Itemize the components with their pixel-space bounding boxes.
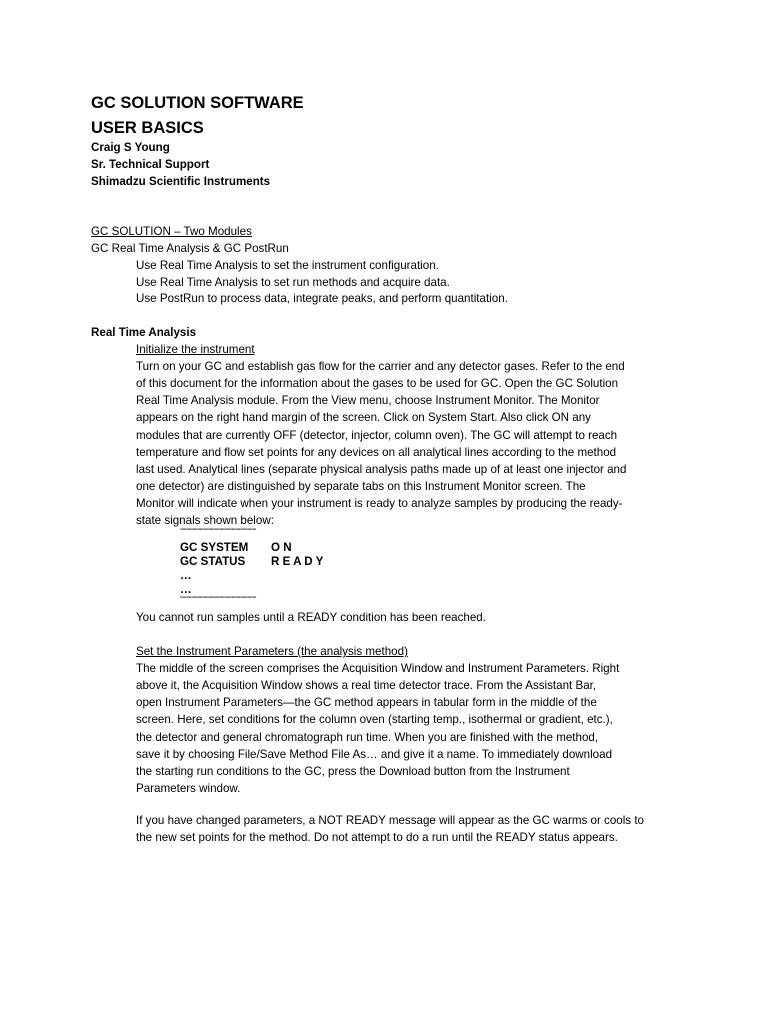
paragraph-line: If you have changed parameters, a NOT READY message will appear as the GC warms or cools to — [136, 814, 644, 827]
paragraph-line: last used. Analytical lines (separate physical analysis paths made up of at least one injector and — [136, 462, 627, 476]
modules-subheading: GC Real Time Analysis & GC PostRun — [91, 242, 289, 255]
modules-item: Use PostRun to process data, integrate peaks, and perform quantitation. — [136, 292, 508, 305]
doc-title-line1: GC SOLUTION SOFTWARE — [91, 94, 304, 112]
paragraph-line: the detector and general chromatograph run time. When you are finished with the method, — [136, 730, 599, 744]
doc-title-line2: USER BASICS — [91, 119, 204, 137]
modules-item: Use Real Time Analysis to set run methods and acquire data. — [136, 276, 450, 289]
status-value-system: O N — [271, 541, 292, 554]
params-paragraph — [136, 660, 681, 797]
rta-heading: Real Time Analysis — [91, 326, 197, 339]
paragraph-line: open Instrument Parameters—the GC method appears in tabular form in the middle of the — [136, 696, 597, 710]
ready-note: You cannot run samples until a READY condition has been reached. — [136, 611, 486, 624]
dash-separator-bottom: '''''''''''''''''''''''''''''''''''''''''''''''''''''''''''''''''''''''''''''''''''''''''' — [180, 597, 257, 603]
author-name: Craig S Young — [91, 141, 170, 154]
paragraph-line: temperature and flow set points for any devices on all analytical lines according to the method — [136, 445, 617, 459]
paragraph-line: the new set points for the method. Do not attempt to do a run until the READY status appears. — [136, 831, 618, 845]
modules-heading: GC SOLUTION – Two Modules — [91, 225, 252, 238]
paragraph-line: state signals shown below: — [136, 514, 274, 528]
author-role: Sr. Technical Support — [91, 158, 210, 171]
status-value-status: R E A D Y — [271, 555, 324, 568]
paragraph-line: The middle of the screen comprises the Acquisition Window and Instrument Parameters. Right — [136, 662, 620, 675]
ellipsis-line: … — [180, 583, 192, 596]
params-heading: Set the Instrument Parameters (the analysis method) — [136, 645, 408, 658]
paragraph-line: Monitor will indicate when your instrument is ready to analyze samples by producing the ready- — [136, 497, 623, 511]
paragraph-line: Real Time Analysis module. From the View menu, choose Instrument Monitor. The Monitor — [136, 394, 600, 408]
paragraph-line: screen. Here, set conditions for the column oven (starting temp., isothermal or gradient, etc.), — [136, 713, 613, 727]
paragraph-line: above it, the Acquisition Window shows a real time detector trace. From the Assistant Bar, — [136, 679, 597, 693]
paragraph-line: Turn on your GC and establish gas flow for the carrier and any detector gases. Refer to the end — [136, 360, 625, 373]
ellipsis-line: … — [180, 569, 192, 582]
paragraph-line: modules that are currently OFF (detector, injector, column oven). The GC will attempt to reach — [136, 428, 618, 442]
modules-item: Use Real Time Analysis to set the instrument configuration. — [136, 259, 439, 272]
paragraph-line: appears on the right hand margin of the screen. Click on System Start. Also click ON any — [136, 411, 591, 425]
paragraph-line: save it by choosing File/Save Method File As… and give it a name. To immediately download — [136, 747, 613, 761]
status-label-status: GC STATUS — [180, 555, 246, 568]
paragraph-line: one detector) are distinguished by separate tabs on this Instrument Monitor screen. The — [136, 480, 586, 494]
dash-separator-top: '''''''''''''''''''''''''''''''''''''''''''''''''''''''''''''''''''''''''''''''''''''''''' — [180, 529, 257, 535]
paragraph-line: the starting run conditions to the GC, press the Download button from the Instrument — [136, 764, 570, 778]
author-organization: Shimadzu Scientific Instruments — [91, 175, 271, 188]
initialize-heading: Initialize the instrument — [136, 343, 255, 356]
not-ready-paragraph — [136, 812, 681, 846]
initialize-paragraph — [136, 358, 681, 530]
paragraph-line: of this document for the information about the gases to be used for GC. Open the GC Solution — [136, 377, 619, 391]
status-label-system: GC SYSTEM — [180, 541, 249, 554]
paragraph-line: Parameters window. — [136, 782, 241, 796]
